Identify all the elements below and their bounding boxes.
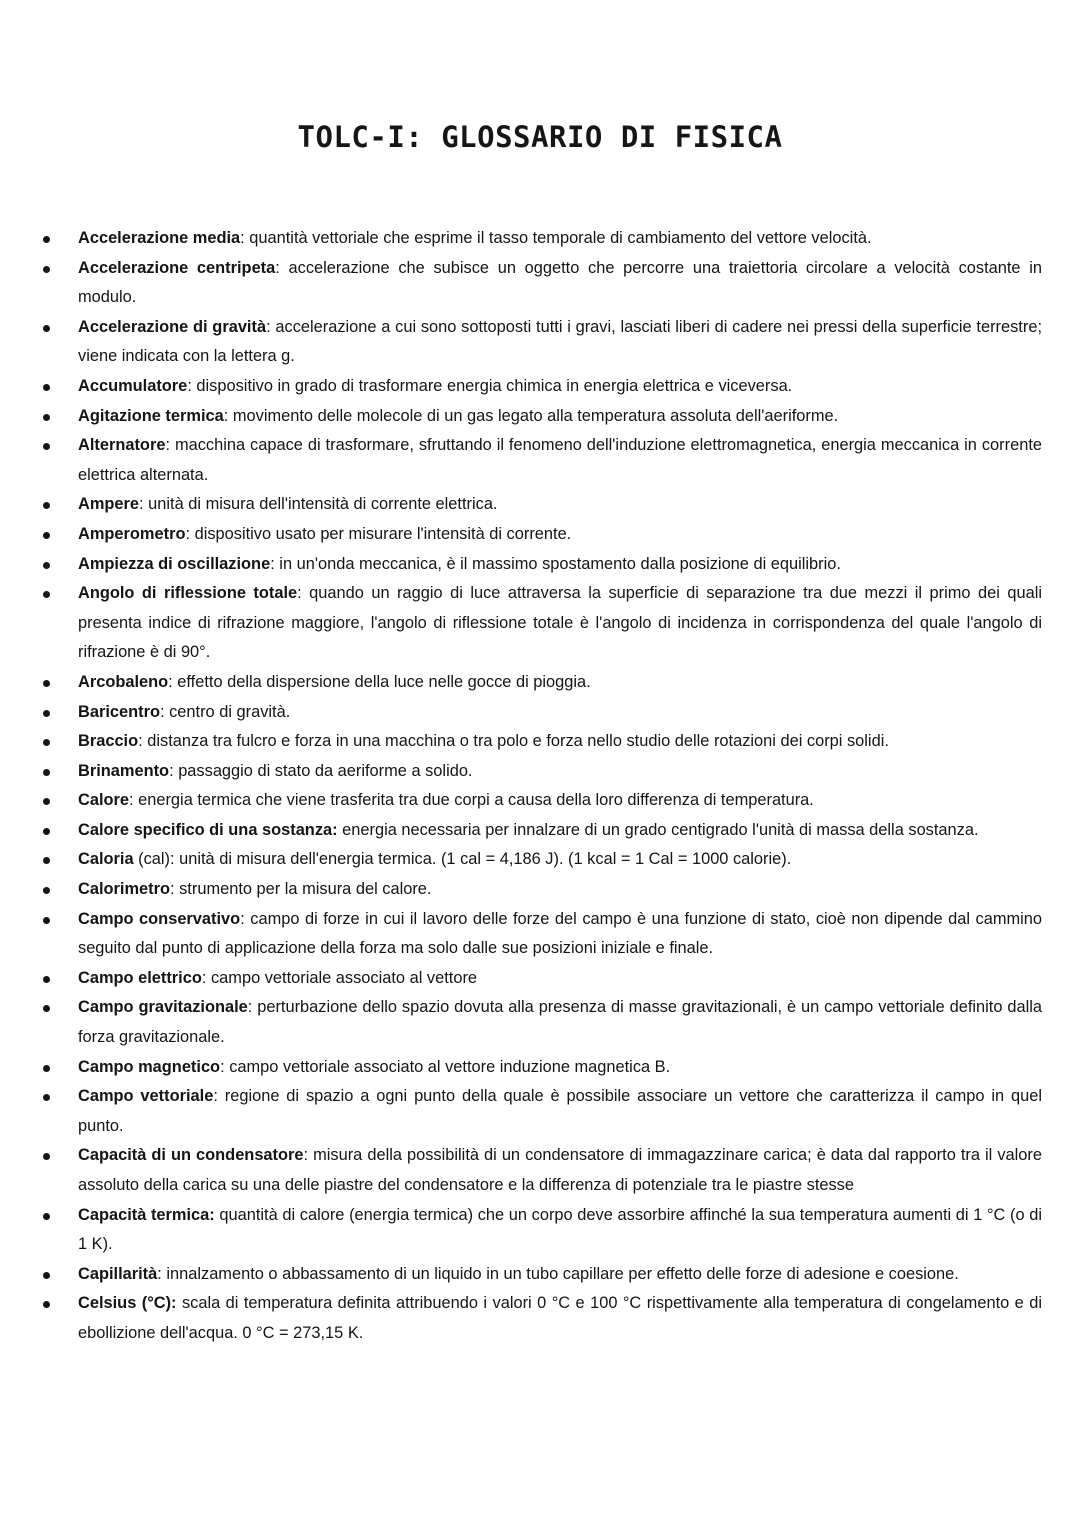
glossary-definition: accelerazione che subisce un oggetto che percorre una traiettoria circolare a velocità costante in modulo. bbox=[78, 258, 1042, 307]
glossary-term: Campo vettoriale bbox=[78, 1087, 214, 1106]
glossary-entry bbox=[78, 431, 1042, 490]
glossary-definition: effetto della dispersione della luce nelle gocce di pioggia. bbox=[172, 672, 591, 691]
glossary-definition: energia termica che viene trasferita tra due corpi a causa della loro differenza di temperatura. bbox=[133, 791, 814, 810]
glossary-term: Accelerazione di gravità bbox=[78, 317, 267, 336]
glossary-definition: campo di forze in cui il lavoro delle forze del campo è una funzione di stato, cioè non dipende dal cammino seguito dal punto di applicazione della forza ma solo dalle sue posizioni iniziale e finale. bbox=[78, 909, 1042, 958]
glossary-entry bbox=[78, 816, 1042, 846]
glossary-term: Agitazione termica bbox=[78, 406, 224, 425]
glossary-entry bbox=[78, 402, 1042, 432]
term-separator: : bbox=[240, 229, 245, 247]
term-separator: : bbox=[213, 1087, 218, 1106]
term-separator: : bbox=[240, 909, 245, 928]
glossary-definition: quantità vettoriale che esprime il tasso temporale di cambiamento del vettore velocità. bbox=[244, 229, 872, 247]
glossary-term: Capillarità bbox=[78, 1264, 158, 1283]
glossary-entry bbox=[78, 1201, 1042, 1260]
bullet-icon bbox=[43, 710, 50, 717]
glossary-definition: movimento delle molecole di un gas legato alla temperatura assoluta dell'aeriforme. bbox=[228, 406, 839, 425]
term-separator: : bbox=[138, 732, 143, 751]
term-separator: : bbox=[169, 761, 174, 780]
glossary-definition: macchina capace di trasformare, sfruttando il fenomeno dell'induzione elettromagnetica, energia meccanica in corrente elettrica alternata. bbox=[78, 436, 1042, 484]
glossary-entry bbox=[78, 845, 1042, 875]
glossary-term: Campo conservativo bbox=[78, 909, 241, 928]
bullet-icon bbox=[43, 443, 50, 450]
glossary-term: Caloria bbox=[78, 850, 134, 869]
bullet-icon bbox=[43, 591, 50, 598]
term-separator: : bbox=[220, 1057, 225, 1076]
glossary-entry bbox=[78, 698, 1042, 728]
glossary-entry bbox=[78, 490, 1042, 520]
term-separator: : bbox=[270, 554, 275, 573]
glossary-definition: accelerazione a cui sono sottoposti tutti i gravi, lasciati liberi di cadere nei pressi della superficie terrestre; viene indicata con la lettera g. bbox=[78, 317, 1042, 366]
glossary-definition: dispositivo usato per misurare l'intensità di corrente. bbox=[190, 524, 572, 543]
glossary-entry bbox=[78, 1082, 1042, 1141]
term-separator: : bbox=[223, 406, 229, 425]
bullet-icon bbox=[43, 1213, 50, 1220]
bullet-icon bbox=[43, 266, 50, 273]
glossary-term: Accelerazione media bbox=[78, 229, 241, 247]
glossary-term: Accelerazione centripeta bbox=[78, 258, 276, 277]
glossary-definition: in un'onda meccanica, è il massimo spostamento dalla posizione di equilibrio. bbox=[274, 554, 841, 573]
glossary-term: Ampere bbox=[78, 495, 140, 514]
glossary-entry bbox=[78, 1141, 1042, 1200]
glossary-entry bbox=[78, 786, 1042, 816]
glossary-term: Capacità di un condensatore bbox=[78, 1146, 304, 1165]
glossary-definition: energia necessaria per innalzare di un grado centigrado l'unità di massa della sostanza. bbox=[337, 820, 979, 839]
glossary-definition: distanza tra fulcro e forza in una macchina o tra polo e forza nello studio delle rotazioni dei corpi solidi. bbox=[142, 732, 889, 751]
bullet-icon bbox=[43, 502, 50, 509]
bullet-icon bbox=[43, 1005, 50, 1012]
glossary-term: Accumulatore bbox=[78, 376, 188, 395]
glossary-term: Amperometro bbox=[78, 524, 186, 543]
term-separator: : bbox=[201, 968, 207, 987]
bullet-icon bbox=[43, 798, 50, 805]
bullet-icon bbox=[43, 680, 50, 687]
glossary-definition: scala di temperatura definita attribuendo i valori 0 °C e 100 °C rispettivamente alla temperatura di congelamento e di ebollizione dell'acqua. 0 °C = 273,15 K. bbox=[78, 1294, 1042, 1342]
bullet-icon bbox=[43, 769, 50, 776]
term-separator: : bbox=[165, 436, 170, 455]
glossary-definition: unità di misura dell'intensità di corrente elettrica. bbox=[143, 495, 498, 514]
page-title: TOLC-I: GLOSSARIO DI FISICA bbox=[297, 120, 783, 154]
bullet-icon bbox=[43, 828, 50, 835]
term-separator: : bbox=[266, 317, 271, 336]
bullet-icon bbox=[43, 917, 50, 924]
term-separator: : bbox=[297, 584, 302, 603]
glossary-entry bbox=[78, 579, 1042, 668]
bullet-icon bbox=[43, 1153, 50, 1160]
glossary-entry bbox=[78, 993, 1042, 1052]
glossary-term: Arcobaleno bbox=[78, 672, 169, 691]
glossary-entry bbox=[78, 372, 1042, 402]
glossary-term: Celsius (°C): bbox=[78, 1294, 177, 1313]
glossary-term: Ampiezza di oscillazione bbox=[78, 554, 271, 573]
term-separator: : bbox=[247, 998, 253, 1017]
bullet-icon bbox=[43, 1094, 50, 1101]
glossary-definition: strumento per la misura del calore. bbox=[174, 880, 432, 899]
term-separator: : bbox=[129, 791, 134, 810]
glossary-term: Angolo di riflessione totale bbox=[78, 584, 298, 603]
glossary-list bbox=[0, 224, 1080, 1349]
bullet-icon bbox=[43, 532, 50, 539]
bullet-icon bbox=[43, 739, 50, 746]
bullet-icon bbox=[43, 414, 50, 421]
bullet-icon bbox=[43, 1301, 50, 1308]
bullet-icon bbox=[43, 857, 50, 864]
term-separator: : bbox=[139, 495, 144, 514]
glossary-definition: perturbazione dello spazio dovuta alla presenza di masse gravitazionali, è un campo vettoriale definito dalla forza gravitazionale. bbox=[78, 998, 1042, 1047]
glossary-term: Campo gravitazionale bbox=[78, 998, 248, 1017]
glossary-entry bbox=[78, 550, 1042, 580]
glossary-entry bbox=[78, 668, 1042, 698]
glossary-entry bbox=[78, 254, 1042, 313]
glossary-definition: regione di spazio a ogni punto della quale è possibile associare un vettore che caratterizza il campo in quel punto. bbox=[78, 1087, 1042, 1135]
glossary-definition: quando un raggio di luce attraversa la superficie di separazione tra due mezzi il primo dei quali presenta indice di rifrazione maggiore, l'angolo di riflessione totale è l'angolo di incidenza in corrispondenza del quale l'angolo di rifrazione è di 90°. bbox=[78, 584, 1042, 662]
term-separator: : bbox=[168, 672, 173, 691]
glossary-definition: campo vettoriale associato al vettore induzione magnetica B. bbox=[224, 1057, 671, 1076]
term-separator: : bbox=[170, 880, 175, 899]
bullet-icon bbox=[43, 1065, 50, 1072]
glossary-definition: innalzamento o abbassamento di un liquido in un tubo capillare per effetto delle forze di adesione e coesione. bbox=[161, 1264, 959, 1283]
term-separator: : bbox=[187, 376, 192, 395]
bullet-icon bbox=[43, 976, 50, 983]
glossary-entry bbox=[78, 520, 1042, 550]
glossary-term: Braccio bbox=[78, 732, 139, 751]
term-separator: : bbox=[185, 524, 191, 543]
glossary-term: Campo elettrico bbox=[78, 968, 202, 987]
bullet-icon bbox=[43, 236, 50, 243]
glossary-definition: passaggio di stato da aeriforme a solido. bbox=[173, 761, 473, 780]
glossary-entry bbox=[78, 224, 1042, 254]
glossary-term: Calore bbox=[78, 791, 130, 810]
term-separator: : bbox=[303, 1146, 309, 1165]
bullet-icon bbox=[43, 384, 50, 391]
term-separator: : bbox=[157, 1264, 162, 1283]
glossary-term: Calore specifico di una sostanza: bbox=[78, 820, 338, 839]
glossary-entry bbox=[78, 905, 1042, 964]
glossary-definition: quantità di calore (energia termica) che un corpo deve assorbire affinché la sua temperatura aumenti di 1 °C (o di 1 K). bbox=[78, 1205, 1042, 1254]
bullet-icon bbox=[43, 1272, 50, 1279]
glossary-definition: dispositivo in grado di trasformare energia chimica in energia elettrica e viceversa. bbox=[191, 376, 793, 395]
term-separator: : bbox=[159, 702, 165, 721]
bullet-icon bbox=[43, 325, 50, 332]
glossary-entry bbox=[78, 727, 1042, 757]
glossary-term: Capacità termica: bbox=[78, 1205, 215, 1224]
glossary-entry bbox=[78, 757, 1042, 787]
bullet-icon bbox=[43, 887, 50, 894]
glossary-definition: (cal): unità di misura dell'energia termica. (1 cal = 4,186 J). (1 kcal = 1 Cal = 1000 calorie). bbox=[133, 850, 792, 869]
glossary-entry bbox=[78, 875, 1042, 905]
glossary-term: Brinamento bbox=[78, 761, 170, 780]
glossary-term: Calorimetro bbox=[78, 880, 170, 899]
glossary-term: Baricentro bbox=[78, 702, 160, 721]
glossary-entry bbox=[78, 1053, 1042, 1083]
glossary-entry bbox=[78, 964, 1042, 994]
glossary-definition: centro di gravità. bbox=[164, 702, 291, 721]
glossary-entry bbox=[78, 313, 1042, 372]
glossary-definition: campo vettoriale associato al vettore bbox=[206, 968, 478, 987]
glossary-entry bbox=[78, 1260, 1042, 1290]
glossary-entry bbox=[78, 1289, 1042, 1348]
glossary-definition: misura della possibilità di un condensatore di immagazzinare carica; è data dal rapporto tra il valore assoluto della carica su una delle piastre del condensatore e la differenza di potenziale tra le piastre stesse bbox=[78, 1146, 1042, 1194]
term-separator: : bbox=[275, 258, 280, 277]
glossary-term: Campo magnetico bbox=[78, 1057, 221, 1076]
bullet-icon bbox=[43, 562, 50, 569]
glossary-term: Alternatore bbox=[78, 436, 166, 455]
